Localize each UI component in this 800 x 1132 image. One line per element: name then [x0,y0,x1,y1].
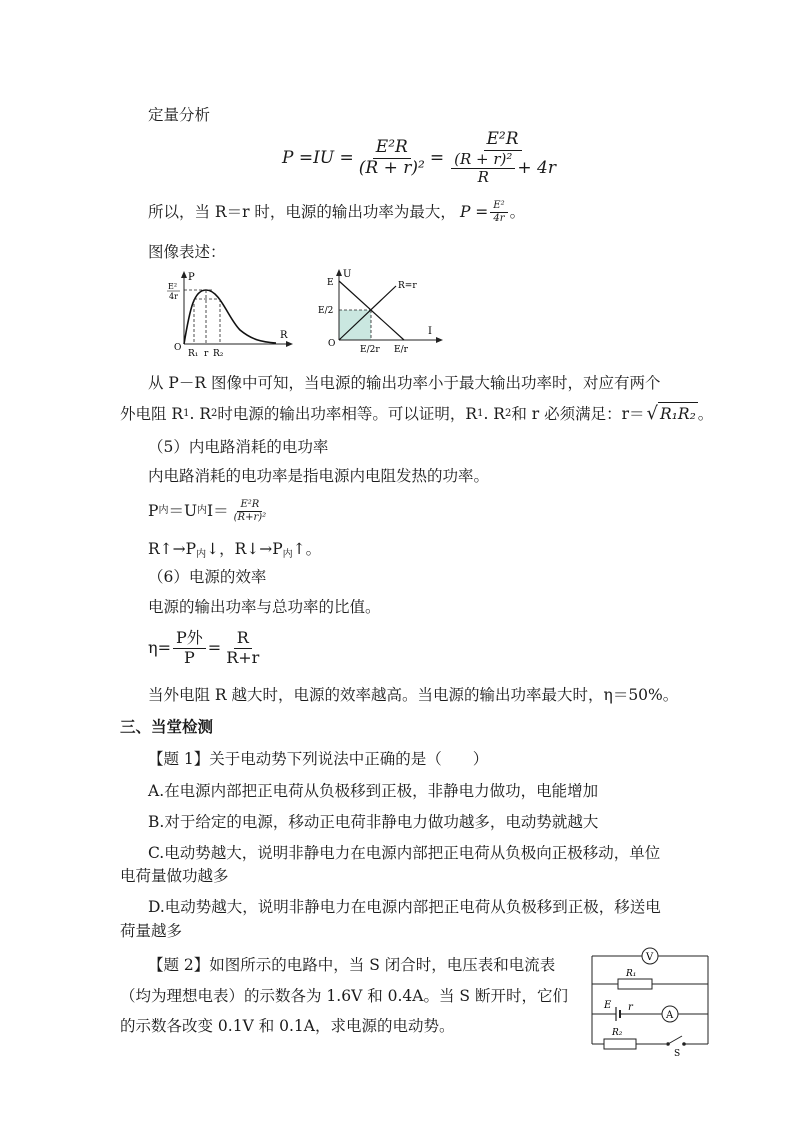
pr-text-e: 时电源的输出功率相等。可以证明，R [217,404,478,423]
switch-blade [668,1036,682,1044]
pr-end: 。 [697,404,714,423]
question-1-option-d-line1: D.电动势越大，说明非静电力在电源内部把正电荷从负极移到正极，移送电 [148,898,661,916]
max-power-frac [490,200,507,224]
resistor-r2 [604,1039,636,1049]
ui-x-arrow [436,337,443,343]
power-formula [282,130,561,186]
pr-sub-2: 2 [211,407,218,419]
question-2-line3: 的示数各改变 0.1V 和 0.1A，求电源的电动势。 [120,1017,455,1035]
pr-explain-2 [120,402,713,425]
pr-text-c: . R [189,404,212,423]
formula-inner-num: (R + r)² [451,151,515,169]
max-power-frac-num: E² [490,200,507,213]
question-2-line1: 【题 2】如图所示的电路中，当 S 闭合时，电压表和电流表 [148,956,556,974]
ui-x2-label: E/r [394,345,408,355]
sqrt-content: R₁R₂ [658,402,698,425]
question-1: 【题 1】关于电动势下列说法中正确的是（ ） [148,750,489,768]
resistor-r1 [618,979,652,989]
question-1-option-c-line1: C.电动势越大，说明非静电力在电源内部把正电荷从负极向正极移动，单位 [148,844,661,862]
item-5-title: （5）内电路消耗的电功率 [148,438,329,456]
ui-x1-label: E/2r [360,345,380,355]
pr-ytick-num: E² [168,282,178,291]
formula-frac2-num: E²R [484,130,522,151]
pin-frac [231,499,270,523]
voltmeter-label: V [646,952,654,963]
formula-frac1-num: E²R [373,138,411,159]
graph-description: 图像表述： [148,243,226,261]
max-power-frac-den: 4r [493,212,505,224]
formula-frac1-den: (R + r)² [358,157,425,178]
formula-inner-frac [451,151,515,187]
eta-num2: R [234,629,252,648]
question-1-option-d-line2: 荷量越多 [120,922,183,940]
pin-a: P [148,502,159,520]
arrow-sub2: 内 [282,549,293,560]
section-quantitative: 定量分析 [148,106,211,124]
question-1-option-c-line2: 电荷量做功越多 [120,867,229,885]
pr-explain-1: 从 P－R 图像中可知，当电源的输出功率小于最大输出功率时，对应有两个 [148,374,661,392]
ui-graph [312,266,450,360]
pin-frac-num: E²R [237,499,262,512]
pr-r-label: r [204,349,209,359]
pr-ylabel: P [188,272,195,283]
pr-sub-4: 2 [504,407,512,419]
section-3-heading: 三、当堂检测 [120,717,214,736]
ui-e2-label: E/2 [318,306,334,316]
r1-label: R₁ [626,969,637,979]
r2-label: R₂ [612,1028,623,1038]
pin-sub: 内 [158,505,169,516]
item-5-desc: 内电路消耗的电功率是指电源内电阻发热的功率。 [148,467,490,485]
eta-frac1 [173,629,206,667]
pr-xlabel: R [280,330,288,341]
pr-ytick-den: 4r [169,292,178,301]
question-1-option-b: B.对于给定的电源，移动正电荷非静电力做功越多，电动势就越大 [148,813,599,831]
eta-frac2 [223,629,262,667]
ui-line-label: R=r [398,281,417,291]
pr-curve [184,290,276,344]
emf-label: E [604,1000,612,1011]
pr-sub-3: 1 [477,407,484,419]
formula-frac2-den [446,151,559,187]
arrow-a: R↑→P [148,540,197,558]
question-1-option-a: A.在电源内部把正电荷从负极移到正极，非静电力做功，电能增加 [148,782,599,800]
ui-origin: O [328,339,336,349]
max-power-p: P = [459,203,489,221]
formula-tail: + 4r [517,157,556,178]
question-2-line2: （均为理想电表）的示数各为 1.6V 和 0.4A。当 S 断开时，它们 [120,987,568,1005]
pr-r2-label: R₂ [213,349,224,359]
pr-graph [158,268,298,360]
efficiency-formula [148,626,264,670]
formula-frac1 [356,138,428,178]
switch-label: S [674,1049,681,1058]
item-6-title: （6）电源的效率 [148,568,267,586]
ui-e-label: E [327,278,334,288]
pr-text-a: 外电阻 R [120,404,184,423]
max-power-end: 。 [509,203,526,221]
formula-lhs: P =IU = [282,148,354,168]
internal-r-label: r [628,1002,633,1013]
pin-sub2: 内 [197,505,208,516]
ui-xlabel: I [428,326,432,337]
pr-r1-label: R₁ [188,349,199,359]
pin-b: ＝U [168,502,198,520]
pr-y-arrow [181,271,187,278]
arrow-b: ↓，R↓→P [206,540,283,558]
arrow-relation [148,538,321,566]
formula-inner-den: R [477,167,489,186]
max-power-text: 所以，当 R＝r 时，电源的输出功率为最大， [148,203,456,221]
arrow-sub1: 内 [196,549,207,560]
circuit-diagram [582,938,716,1058]
eta-num1: P外 [173,629,206,648]
arrow-c: ↑。 [292,540,322,558]
p-inner-formula [148,494,271,528]
efficiency-conclusion: 当外电阻 R 越大时，电源的效率越高。当电源的输出功率最大时，η＝50%。 [148,686,679,704]
ui-ylabel: U [343,269,352,280]
eta-den2: R+r [226,647,260,667]
pr-sub-1: 1 [183,407,190,419]
pr-x-arrow [286,341,293,347]
pr-text-i: 和 r 必须满足：r＝ [511,404,645,423]
pin-frac-den: (R+r)² [233,511,267,523]
eta-lhs: η= [148,638,171,657]
max-power-line [148,200,525,224]
pin-c: I＝ [207,502,229,520]
formula-frac2 [446,130,559,186]
ui-y-arrow [336,269,342,276]
pr-origin: O [174,343,182,353]
item-6-desc: 电源的输出功率与总功率的比值。 [148,598,381,616]
eta-eq: = [207,638,222,657]
sqrt-sign: √ [646,402,659,424]
pr-text-g: . R [483,404,505,423]
ammeter-label: A [666,1010,674,1021]
eta-den1: P [184,647,195,667]
formula-eq: = [429,148,445,168]
